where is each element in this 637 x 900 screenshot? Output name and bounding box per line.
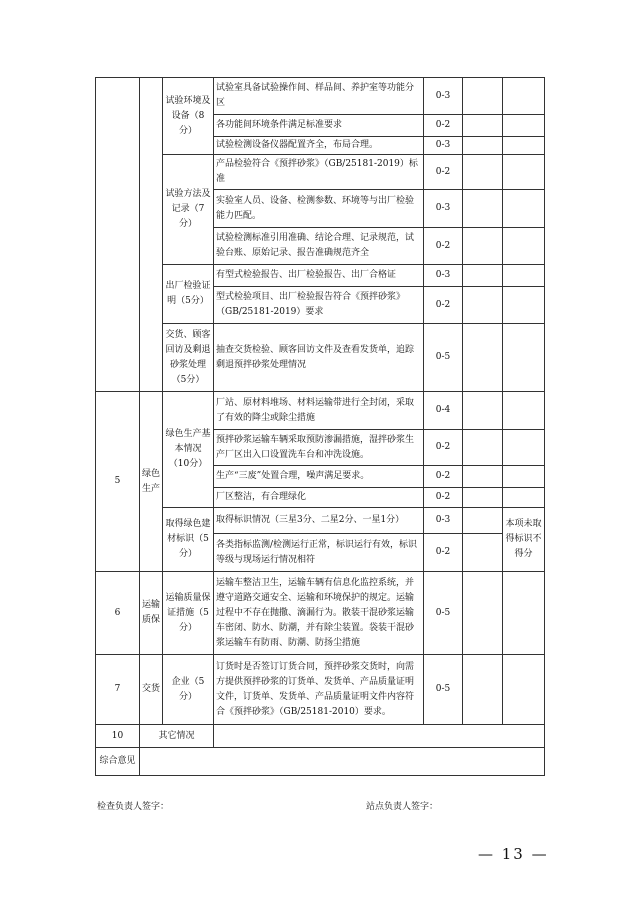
content-cell: 有型式检验报告、出厂检验报告、出厂合格证 bbox=[214, 265, 424, 287]
remark-cell bbox=[503, 78, 545, 115]
subcategory-cell: 取得绿色建材标识（5分） bbox=[163, 508, 214, 572]
content-cell: 抽查交货检验、顾客回访文件及查看发货单，追踪剩退预拌砂浆处理情况 bbox=[214, 324, 424, 392]
table-row bbox=[96, 78, 545, 115]
score-cell: 0-5 bbox=[424, 324, 463, 392]
empty-cell bbox=[463, 115, 503, 137]
table-row bbox=[96, 265, 545, 287]
table-row bbox=[96, 572, 545, 655]
num-cell: 7 bbox=[96, 655, 140, 725]
empty-cell bbox=[463, 324, 503, 392]
empty-cell bbox=[463, 508, 503, 534]
subcategory-cell: 交货、顾客回访及剩退砂浆处理（5分） bbox=[163, 324, 214, 392]
content-cell: 订货时是否签订订货合同，预拌砂浆交货时，向需方提供预拌砂浆的订货单、发货单、产品质量证明文件，订货单、发货单、产品质量证明文件内容符合《预拌砂浆》（GB/25181-2010）要求。 bbox=[214, 655, 424, 725]
remark-cell bbox=[503, 265, 545, 287]
category-cell bbox=[140, 78, 163, 392]
empty-cell bbox=[463, 228, 503, 265]
num-cell: 6 bbox=[96, 572, 140, 655]
category-cell: 交货 bbox=[140, 655, 163, 725]
content-cell: 生产“三废”处置合理，噪声满足要求。 bbox=[214, 466, 424, 488]
remark-cell bbox=[503, 430, 545, 466]
score-cell: 0-3 bbox=[424, 137, 463, 155]
table-row bbox=[96, 748, 545, 776]
num-cell: 5 bbox=[96, 392, 140, 572]
content-cell: 型式检验项目、出厂检验报告符合《预拌砂浆》（GB/25181-2019）要求 bbox=[214, 287, 424, 324]
score-cell: 0-3 bbox=[424, 508, 463, 534]
num-cell bbox=[96, 78, 140, 392]
content-cell: 试验检测设备仪器配置齐全，布局合理。 bbox=[214, 137, 424, 155]
summary-cell bbox=[140, 748, 545, 776]
content-cell: 运输车整洁卫生，运输车辆有信息化监控系统，并遵守道路交通安全、运输和环境保护的规定。运输过程中不存在抛撒、滴漏行为。散装干混砂浆运输车密闭、防水、防潮，并有除尘装置。袋装干混砂浆运输车有防雨、防潮、防扬尘措施 bbox=[214, 572, 424, 655]
station-signature-label: 站点负责人签字： bbox=[366, 802, 439, 812]
remark-cell bbox=[503, 488, 545, 508]
summary-label: 综合意见 bbox=[96, 748, 140, 776]
inspection-table bbox=[95, 77, 545, 776]
remark-cell bbox=[503, 324, 545, 392]
remark-cell bbox=[503, 655, 545, 725]
remark-cell bbox=[503, 137, 545, 155]
subcategory-cell: 企业（5分） bbox=[163, 655, 214, 725]
score-cell: 0-2 bbox=[424, 155, 463, 190]
score-cell: 0-2 bbox=[424, 534, 463, 572]
score-cell: 0-2 bbox=[424, 228, 463, 265]
empty-cell bbox=[463, 78, 503, 115]
remark-cell bbox=[503, 115, 545, 137]
remark-cell bbox=[503, 190, 545, 228]
subcategory-cell: 试验方法及记录（7分） bbox=[163, 155, 214, 265]
empty-cell bbox=[463, 155, 503, 190]
empty-cell bbox=[463, 466, 503, 488]
inspector-signature-label: 检查负责人签字： bbox=[97, 802, 170, 812]
content-cell: 厂站、原材料堆场、材料运输带进行全封闭，采取了有效的降尘或除尘措施 bbox=[214, 392, 424, 430]
page-number: — 13 — bbox=[478, 845, 549, 863]
subcategory-cell: 运输质量保证措施（5分） bbox=[163, 572, 214, 655]
empty-cell bbox=[463, 655, 503, 725]
category-cell: 绿色生产 bbox=[140, 392, 163, 572]
content-cell: 试验检测标准引用准确、结论合理、记录规范，试验台账、原始记录、报告准确规范齐全 bbox=[214, 228, 424, 265]
content-cell: 厂区整洁，有合理绿化 bbox=[214, 488, 424, 508]
table-row bbox=[96, 508, 545, 534]
score-cell: 0-3 bbox=[424, 190, 463, 228]
empty-cell bbox=[463, 265, 503, 287]
remark-cell bbox=[503, 392, 545, 430]
remark-cell bbox=[503, 228, 545, 265]
remark-cell bbox=[503, 466, 545, 488]
num-cell: 10 bbox=[96, 725, 140, 748]
remark-cell bbox=[503, 572, 545, 655]
content-cell: 取得标识情况（三星3分、二星2分、一星1分） bbox=[214, 508, 424, 534]
score-cell: 0-5 bbox=[424, 655, 463, 725]
empty-cell bbox=[463, 534, 503, 572]
category-cell: 运输质保 bbox=[140, 572, 163, 655]
subcategory-cell: 绿色生产基本情况（10分） bbox=[163, 392, 214, 508]
subcategory-cell: 其它情况 bbox=[140, 725, 214, 748]
content-cell: 试验室具备试验操作间、样品间、养护室等功能分区 bbox=[214, 78, 424, 115]
content-cell: 各功能间环境条件满足标准要求 bbox=[214, 115, 424, 137]
content-cell: 产品检验符合《预拌砂浆》（GB/25181-2019）标准 bbox=[214, 155, 424, 190]
content-cell: 实验室人员、设备、检测参数、环境等与出厂检验能力匹配。 bbox=[214, 190, 424, 228]
score-cell: 0-2 bbox=[424, 287, 463, 324]
remark-cell bbox=[503, 155, 545, 190]
empty-cell bbox=[463, 572, 503, 655]
score-cell: 0-2 bbox=[424, 466, 463, 488]
score-cell: 0-4 bbox=[424, 392, 463, 430]
subcategory-cell: 试验环境及设备（8分） bbox=[163, 78, 214, 155]
empty-cell bbox=[463, 287, 503, 324]
remark-cell: 本项未取得标识不得分 bbox=[503, 508, 545, 572]
table-row bbox=[96, 324, 545, 392]
subcategory-cell: 出厂检验证明（5分） bbox=[163, 265, 214, 324]
empty-cell bbox=[463, 488, 503, 508]
table-row bbox=[96, 725, 545, 748]
score-cell: 0-3 bbox=[424, 78, 463, 115]
score-cell: 0-3 bbox=[424, 265, 463, 287]
table-row bbox=[96, 655, 545, 725]
score-cell: 0-2 bbox=[424, 488, 463, 508]
empty-cell bbox=[463, 137, 503, 155]
empty-cell bbox=[463, 392, 503, 430]
table-row bbox=[96, 392, 545, 430]
table-row bbox=[96, 155, 545, 190]
score-cell: 0-5 bbox=[424, 572, 463, 655]
score-cell: 0-2 bbox=[424, 430, 463, 466]
empty-cell bbox=[463, 430, 503, 466]
content-cell bbox=[214, 725, 545, 748]
remark-cell bbox=[503, 287, 545, 324]
score-cell: 0-2 bbox=[424, 115, 463, 137]
content-cell: 各类指标监测/检测运行正常，标识运行有效，标识等级与现场运行情况相符 bbox=[214, 534, 424, 572]
empty-cell bbox=[463, 190, 503, 228]
content-cell: 预拌砂浆运输车辆采取预防渗漏措施，湿拌砂浆生产厂区出入口设置洗车台和冲洗设施。 bbox=[214, 430, 424, 466]
